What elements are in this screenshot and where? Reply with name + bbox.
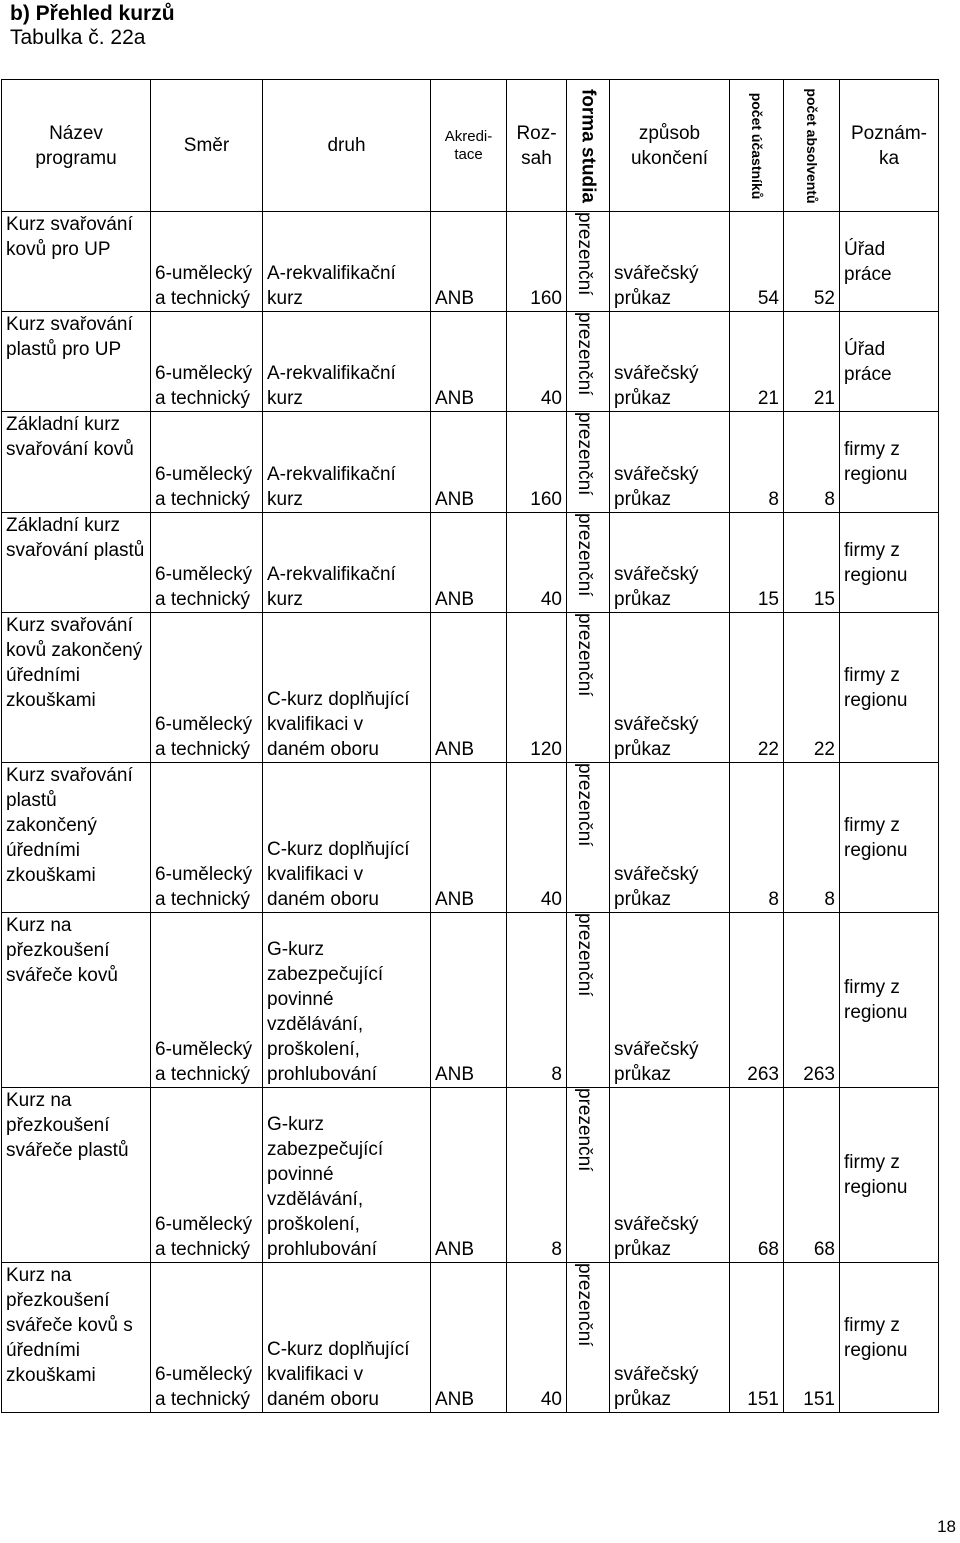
- section-title: b) Přehled kurzů: [10, 2, 175, 25]
- cell-zpusob: svářečský průkaz: [610, 763, 730, 913]
- cell-absolventu: 151: [784, 1263, 840, 1413]
- cell-absolventu: 52: [784, 212, 840, 312]
- cell-smer: 6-umělecký a technický: [151, 613, 263, 763]
- cell-forma: prezenční: [567, 613, 610, 763]
- cell-akreditace: ANB: [431, 212, 507, 312]
- page-heading: [10, 2, 175, 50]
- cell-rozsah: 160: [507, 212, 567, 312]
- cell-poznamka: firmy z regionu: [840, 1263, 939, 1413]
- cell-smer: 6-umělecký a technický: [151, 212, 263, 312]
- cell-druh: C-kurz doplňující kvalifikaci v daném oboru: [263, 613, 431, 763]
- cell-rozsah: 40: [507, 1263, 567, 1413]
- cell-absolventu: 68: [784, 1088, 840, 1263]
- cell-druh: A-rekvalifikační kurz: [263, 312, 431, 412]
- cell-druh: G-kurz zabezpečující povinné vzdělávání, proškolení, prohlubování: [263, 1088, 431, 1263]
- cell-forma: prezenční: [567, 412, 610, 513]
- cell-smer: 6-umělecký a technický: [151, 412, 263, 513]
- page-number: 18: [937, 1517, 956, 1536]
- cell-smer: 6-umělecký a technický: [151, 513, 263, 613]
- cell-absolventu: 8: [784, 763, 840, 913]
- cell-akreditace: ANB: [431, 312, 507, 412]
- cell-akreditace: ANB: [431, 513, 507, 613]
- col-header-zpusob: způsob ukončení: [610, 80, 730, 212]
- cell-nazev: Kurz na přezkoušení svářeče kovů s úředními zkouškami: [2, 1263, 151, 1413]
- cell-zpusob: svářečský průkaz: [610, 613, 730, 763]
- col-header-nazev: Název programu: [2, 80, 151, 212]
- cell-rozsah: 120: [507, 613, 567, 763]
- cell-druh: A-rekvalifikační kurz: [263, 513, 431, 613]
- cell-absolventu: 22: [784, 613, 840, 763]
- cell-poznamka: Úřad práce: [840, 212, 939, 312]
- cell-ucastniku: 22: [730, 613, 784, 763]
- cell-akreditace: ANB: [431, 412, 507, 513]
- courses-table: [1, 79, 939, 1413]
- cell-forma: prezenční: [567, 763, 610, 913]
- table-row: [2, 1263, 939, 1413]
- cell-nazev: Základní kurz svařování kovů: [2, 412, 151, 513]
- cell-forma: prezenční: [567, 312, 610, 412]
- cell-ucastniku: 8: [730, 763, 784, 913]
- cell-zpusob: svářečský průkaz: [610, 913, 730, 1088]
- table-row: [2, 763, 939, 913]
- cell-druh: C-kurz doplňující kvalifikaci v daném oboru: [263, 1263, 431, 1413]
- cell-forma: prezenční: [567, 1088, 610, 1263]
- table-row: [2, 913, 939, 1088]
- cell-smer: 6-umělecký a technický: [151, 1263, 263, 1413]
- cell-smer: 6-umělecký a technický: [151, 312, 263, 412]
- cell-druh: C-kurz doplňující kvalifikaci v daném oboru: [263, 763, 431, 913]
- table-row: [2, 613, 939, 763]
- cell-ucastniku: 54: [730, 212, 784, 312]
- cell-zpusob: svářečský průkaz: [610, 1263, 730, 1413]
- cell-akreditace: ANB: [431, 613, 507, 763]
- col-header-druh: druh: [263, 80, 431, 212]
- cell-poznamka: firmy z regionu: [840, 412, 939, 513]
- cell-smer: 6-umělecký a technický: [151, 763, 263, 913]
- cell-akreditace: ANB: [431, 1263, 507, 1413]
- cell-poznamka: firmy z regionu: [840, 1088, 939, 1263]
- cell-rozsah: 40: [507, 513, 567, 613]
- cell-zpusob: svářečský průkaz: [610, 1088, 730, 1263]
- cell-ucastniku: 8: [730, 412, 784, 513]
- cell-ucastniku: 263: [730, 913, 784, 1088]
- cell-ucastniku: 68: [730, 1088, 784, 1263]
- cell-forma: prezenční: [567, 212, 610, 312]
- col-header-absolventu: počet absolventů: [784, 80, 840, 212]
- cell-nazev: Kurz na přezkoušení svářeče kovů: [2, 913, 151, 1088]
- cell-absolventu: 21: [784, 312, 840, 412]
- cell-rozsah: 8: [507, 1088, 567, 1263]
- cell-rozsah: 8: [507, 913, 567, 1088]
- table-row: [2, 412, 939, 513]
- cell-nazev: Kurz svařování kovů zakončený úředními zkouškami: [2, 613, 151, 763]
- cell-poznamka: firmy z regionu: [840, 913, 939, 1088]
- cell-zpusob: svářečský průkaz: [610, 312, 730, 412]
- cell-nazev: Kurz na přezkoušení svářeče plastů: [2, 1088, 151, 1263]
- cell-nazev: Kurz svařování kovů pro UP: [2, 212, 151, 312]
- col-header-akreditace: Akredi-tace: [431, 80, 507, 212]
- cell-absolventu: 263: [784, 913, 840, 1088]
- col-header-forma: forma studia: [567, 80, 610, 212]
- cell-rozsah: 40: [507, 312, 567, 412]
- header-row: [2, 80, 939, 212]
- cell-smer: 6-umělecký a technický: [151, 913, 263, 1088]
- table-row: [2, 1088, 939, 1263]
- cell-nazev: Kurz svařování plastů zakončený úředními zkouškami: [2, 763, 151, 913]
- cell-forma: prezenční: [567, 1263, 610, 1413]
- cell-druh: A-rekvalifikační kurz: [263, 212, 431, 312]
- cell-forma: prezenční: [567, 913, 610, 1088]
- col-header-poznamka: Poznám-ka: [840, 80, 939, 212]
- cell-poznamka: firmy z regionu: [840, 613, 939, 763]
- col-header-rozsah: Roz-sah: [507, 80, 567, 212]
- table-row: [2, 212, 939, 312]
- cell-absolventu: 8: [784, 412, 840, 513]
- cell-rozsah: 40: [507, 763, 567, 913]
- cell-poznamka: firmy z regionu: [840, 763, 939, 913]
- cell-poznamka: Úřad práce: [840, 312, 939, 412]
- cell-poznamka: firmy z regionu: [840, 513, 939, 613]
- cell-forma: prezenční: [567, 513, 610, 613]
- cell-zpusob: svářečský průkaz: [610, 212, 730, 312]
- cell-ucastniku: 21: [730, 312, 784, 412]
- cell-druh: A-rekvalifikační kurz: [263, 412, 431, 513]
- cell-ucastniku: 15: [730, 513, 784, 613]
- cell-nazev: Kurz svařování plastů pro UP: [2, 312, 151, 412]
- cell-zpusob: svářečský průkaz: [610, 513, 730, 613]
- cell-nazev: Základní kurz svařování plastů: [2, 513, 151, 613]
- cell-akreditace: ANB: [431, 763, 507, 913]
- cell-smer: 6-umělecký a technický: [151, 1088, 263, 1263]
- table-row: [2, 312, 939, 412]
- col-header-smer: Směr: [151, 80, 263, 212]
- cell-akreditace: ANB: [431, 1088, 507, 1263]
- col-header-ucastniku: počet účastníků: [730, 80, 784, 212]
- cell-ucastniku: 151: [730, 1263, 784, 1413]
- table-row: [2, 513, 939, 613]
- cell-absolventu: 15: [784, 513, 840, 613]
- cell-druh: G-kurz zabezpečující povinné vzdělávání, proškolení, prohlubování: [263, 913, 431, 1088]
- table-caption: Tabulka č. 22a: [10, 26, 146, 49]
- cell-zpusob: svářečský průkaz: [610, 412, 730, 513]
- cell-akreditace: ANB: [431, 913, 507, 1088]
- cell-rozsah: 160: [507, 412, 567, 513]
